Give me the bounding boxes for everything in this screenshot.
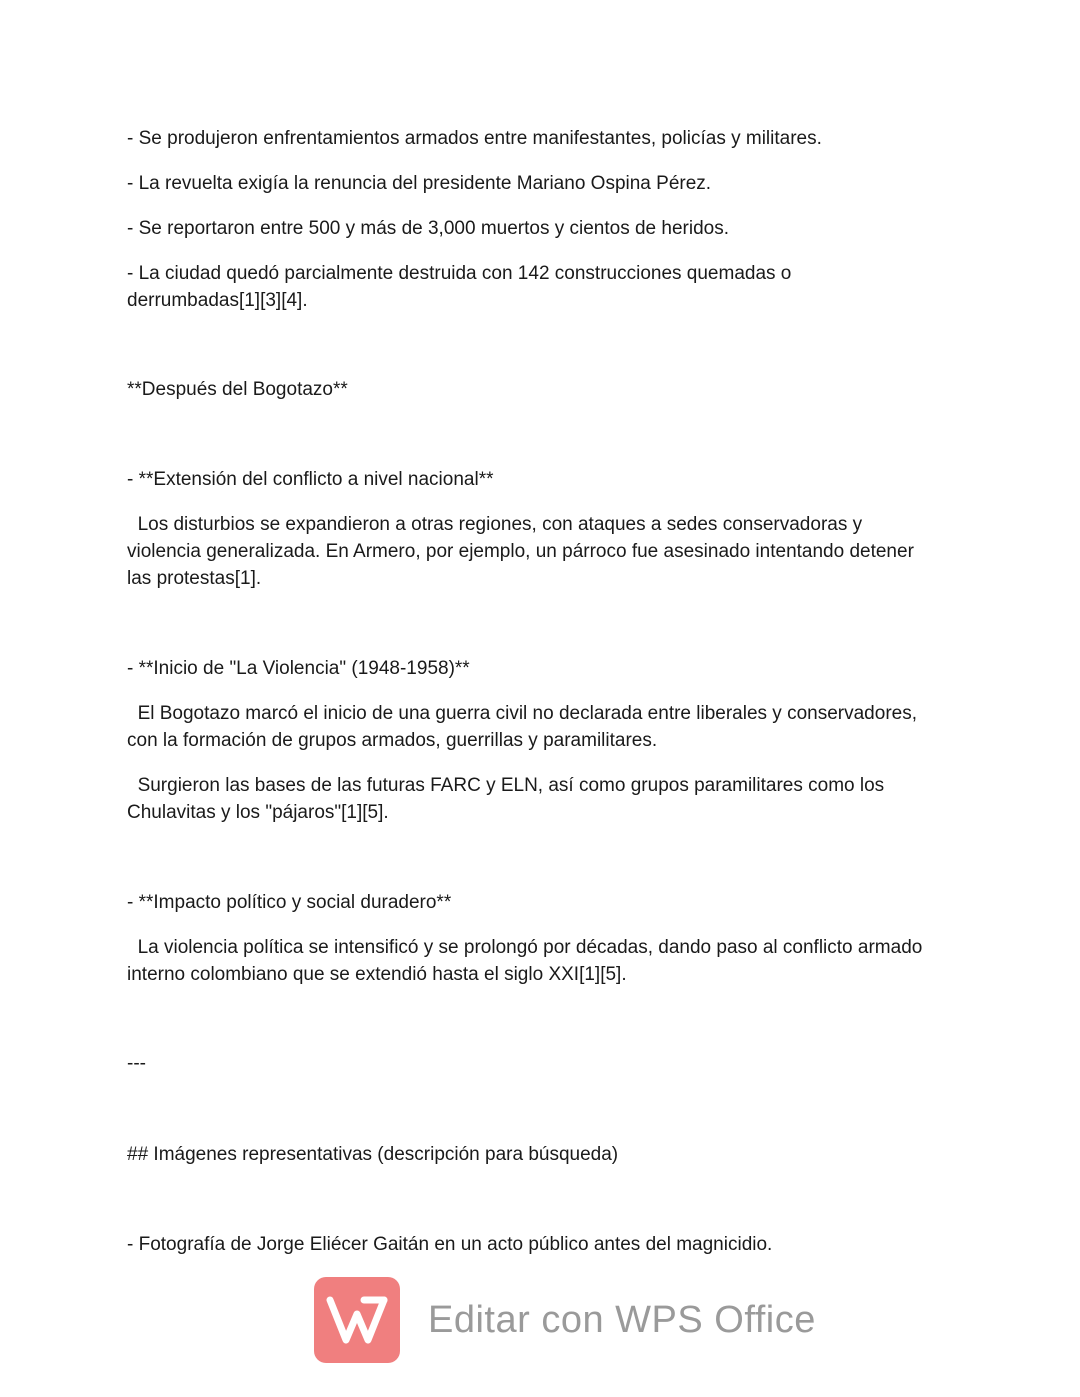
section-heading-despues: **Después del Bogotazo**: [127, 379, 348, 400]
section-heading-imagenes: ## Imágenes representativas (descripción para búsqueda): [127, 1144, 619, 1165]
paragraph-guerra-civil: El Bogotazo marcó el inicio de una guerra civil no declarada entre liberales y conservadores, con la formación de grupos armados, guerrillas y paramilitares.: [127, 703, 917, 751]
wps-logo-icon: [314, 1277, 400, 1363]
bullet-fotografia-gaitan: - Fotografía de Jorge Eliécer Gaitán en un acto público antes del magnicidio.: [127, 1234, 773, 1255]
paragraph-ciudad-destruida: - La ciudad quedó parcialmente destruida con 142 construcciones quemadas o derrumbadas[1][3][4].: [127, 263, 792, 311]
wps-edit-label: Editar con WPS Office: [428, 1298, 816, 1341]
paragraph-muertos: - Se reportaron entre 500 y más de 3,000 muertos y cientos de heridos.: [127, 218, 729, 239]
bullet-inicio-violencia: - **Inicio de "La Violencia" (1948-1958)**: [127, 658, 470, 679]
paragraph-revuelta: - La revuelta exigía la renuncia del presidente Mariano Ospina Pérez.: [127, 173, 712, 194]
horizontal-rule-text: ---: [127, 1053, 146, 1074]
paragraph-violencia-politica: La violencia política se intensificó y se prolongó por décadas, dando paso al conflicto armado interno colombiano que se extendió hasta el siglo XXI[1][5].: [127, 937, 923, 985]
paragraph-enfrentamientos: - Se produjeron enfrentamientos armados entre manifestantes, policías y militares.: [127, 128, 822, 149]
paragraph-farc-eln: Surgieron las bases de las futuras FARC y ELN, así como grupos paramilitares como los Chulavitas y los "pájaros"[1][5].: [127, 775, 885, 823]
bullet-extension-conflicto: - **Extensión del conflicto a nivel nacional**: [127, 469, 494, 490]
paragraph-disturbios: Los disturbios se expandieron a otras regiones, con ataques a sedes conservadoras y violencia generalizada. En Armero, por ejemplo, un párroco fue asesinado intentando detener las protestas[1].: [127, 514, 914, 589]
bullet-impacto: - **Impacto político y social duradero**: [127, 892, 452, 913]
wps-edit-watermark[interactable]: [314, 1277, 816, 1363]
